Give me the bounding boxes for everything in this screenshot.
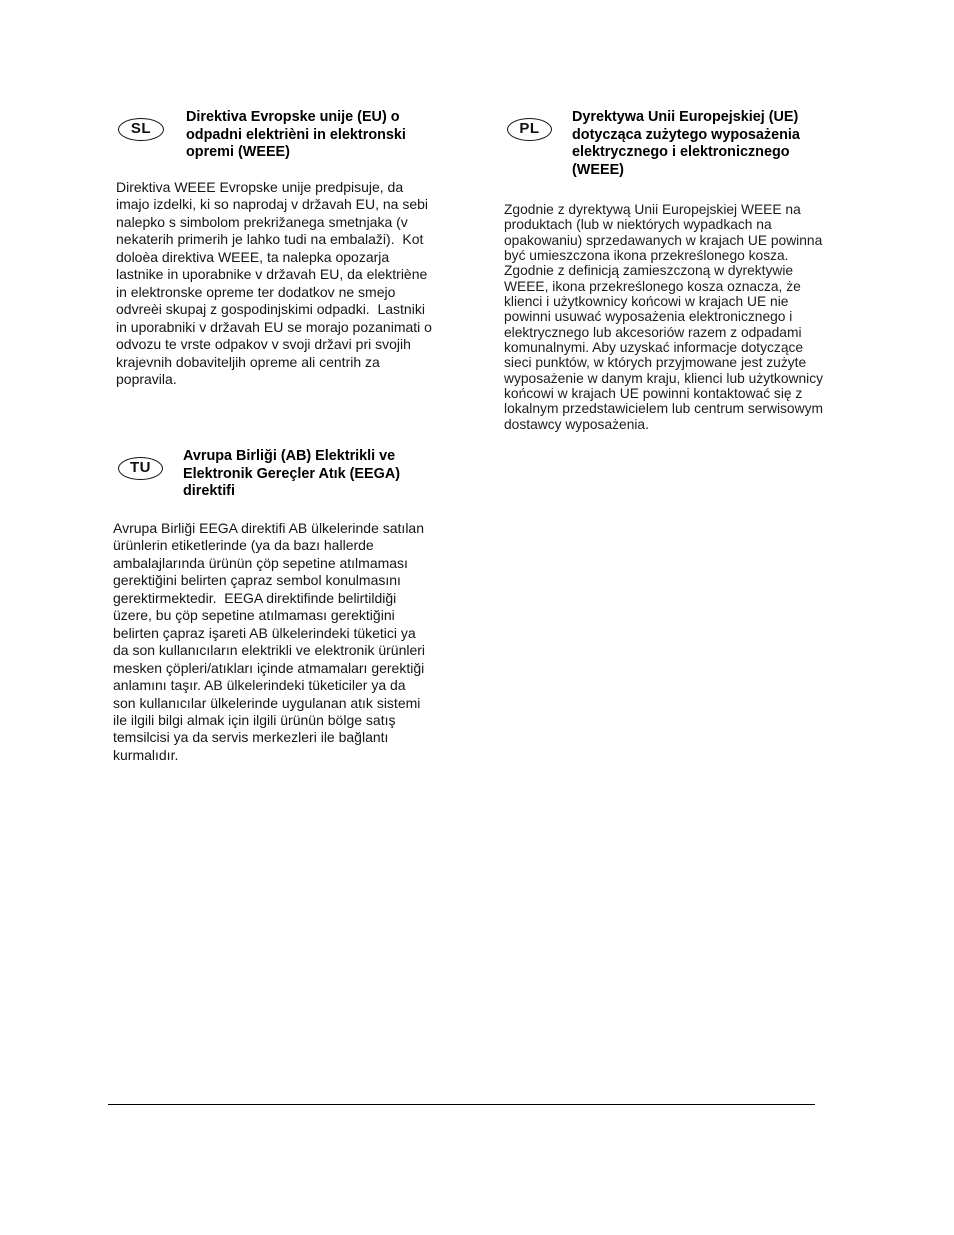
text-line: direktifi	[183, 483, 235, 500]
text-line: wyposażenie w danym kraju, klienci lub użytkownicy	[504, 370, 823, 386]
language-badge-tu: TU	[118, 457, 163, 480]
language-badge-sl: SL	[118, 118, 164, 141]
text-line: son kullanıcılar ülkelerinde uygulanan atık sistemi	[113, 694, 421, 711]
section-body-pl	[504, 202, 823, 432]
text-line: opremi (WEEE)	[186, 144, 290, 161]
text-line: lokalnym przedstawicielem lub centrum serwisowym	[504, 401, 823, 417]
text-line: dotycząca zużytego wyposażenia	[572, 126, 800, 143]
text-line: kurmalıdır.	[113, 746, 179, 763]
text-line: da son kullanıcıların elektrikli ve elektronik ürünleri	[113, 642, 426, 659]
text-line: in elektronske opreme ter dodatkov ne smejo	[116, 283, 396, 300]
text-line: dostawcy wyposażenia.	[504, 416, 649, 432]
section-body-sl	[116, 179, 432, 388]
text-line: komunalnymi. Aby uzyskać informacje dotyczące	[504, 340, 804, 356]
text-line: imajo izdelki, ki so naprodaj v državah EU, na sebi	[116, 196, 429, 213]
section-title-pl	[572, 109, 800, 180]
text-line: popravila.	[116, 370, 177, 387]
text-line: in uporabniki v državah EU se morajo pozanimati o	[116, 318, 432, 335]
text-line: doloèa direktiva WEEE, ta nalepka opozarja	[116, 248, 390, 265]
section-body-tu	[113, 520, 425, 764]
text-line: anlamını taşır. AB ülkelerindeki tüketiciler ya da	[113, 677, 406, 694]
text-line: Dyrektywa Unii Europejskiej (UE)	[572, 109, 799, 125]
footer-rule	[108, 1104, 815, 1105]
text-line: belirten çapraz işareti AB ülkelerindeki tüketici ya	[113, 624, 416, 641]
text-line: Elektronik Gereçler Atık (EEGA)	[183, 465, 400, 482]
text-line: gerektiğini belirten çapraz sembol konulmasını	[113, 572, 401, 589]
text-line: odpadni elektrièni in elektronski	[186, 126, 406, 143]
text-line: odvozu te vrste odpakov v svoji državi pri svojih	[116, 336, 411, 353]
text-line: sieci punktów, w których przyjmowane jest zużyte	[504, 355, 807, 371]
language-badge-pl: PL	[507, 118, 552, 141]
text-line: klienci i użytkownicy końcowi w krajach UE nie	[504, 294, 789, 310]
text-line: ürünlerin etiketlerinde (ya da bazı hallerde	[113, 537, 374, 554]
text-line: elektrycznego i elektronicznego	[572, 144, 790, 161]
text-line: temsilcisi ya da servis merkezleri ile bağlantı	[113, 729, 389, 746]
text-line: üzere, bu çöp sepetine atılmaması gerektiğini	[113, 607, 395, 624]
section-title-sl	[186, 109, 406, 162]
text-line: krajevnih dobaviteljih opreme ali centrih za	[116, 353, 380, 370]
text-line: mesken çöpleri/atıkları içinde atmamaları gerektiği	[113, 659, 425, 676]
text-line: Avrupa Birliği EEGA direktifi AB ülkelerinde satılan	[113, 520, 425, 536]
text-line: produktach (lub w niektórych wypadkach na	[504, 217, 772, 233]
text-line: elektrycznego lub akcesoriów razem z odpadami	[504, 324, 802, 340]
text-line: (WEEE)	[572, 162, 624, 179]
text-line: nalepko s simbolom prekrižanega smetnjaka (v	[116, 213, 408, 230]
text-line: ambalajlarında ürünün çöp sepetine atılmaması	[113, 554, 408, 571]
text-line: Direktiva Evropske unije (EU) o	[186, 109, 400, 125]
section-title-tu	[183, 448, 400, 501]
text-line: nekaterih primerih je lahko tudi na embalaži). Kot	[116, 231, 424, 248]
text-line: gerektirmektedir. EEGA direktifinde belirtildiği	[113, 589, 397, 606]
text-line: powinni usuwać wyposażenia elektronicznego i	[504, 309, 793, 325]
text-line: Zgodnie z definicją zamieszczoną w dyrektywie	[504, 263, 794, 279]
text-line: być umieszczona ikona przekreślonego kosza.	[504, 248, 789, 264]
text-line: Avrupa Birliği (AB) Elektrikli ve	[183, 448, 396, 464]
text-line: lastnike in uporabnike v državah EU, da elektriène	[116, 266, 428, 283]
text-line: ile ilgili bilgi almak için ilgili ürünün bölge satış	[113, 711, 396, 728]
text-line: końcowi w krajach UE powinni kontaktować się z	[504, 386, 803, 402]
text-line: opakowaniu) sprzedawanych w krajach UE powinna	[504, 232, 823, 248]
text-line: odvreèi skupaj z gospodinjskimi odpadki. Lastniki	[116, 301, 425, 318]
text-line: Zgodnie z dyrektywą Unii Europejskiej WEEE na	[504, 202, 801, 217]
text-line: WEEE, ikona przekreślonego kosza oznacza, że	[504, 278, 801, 294]
text-line: Direktiva WEEE Evropske unije predpisuje, da	[116, 179, 404, 195]
